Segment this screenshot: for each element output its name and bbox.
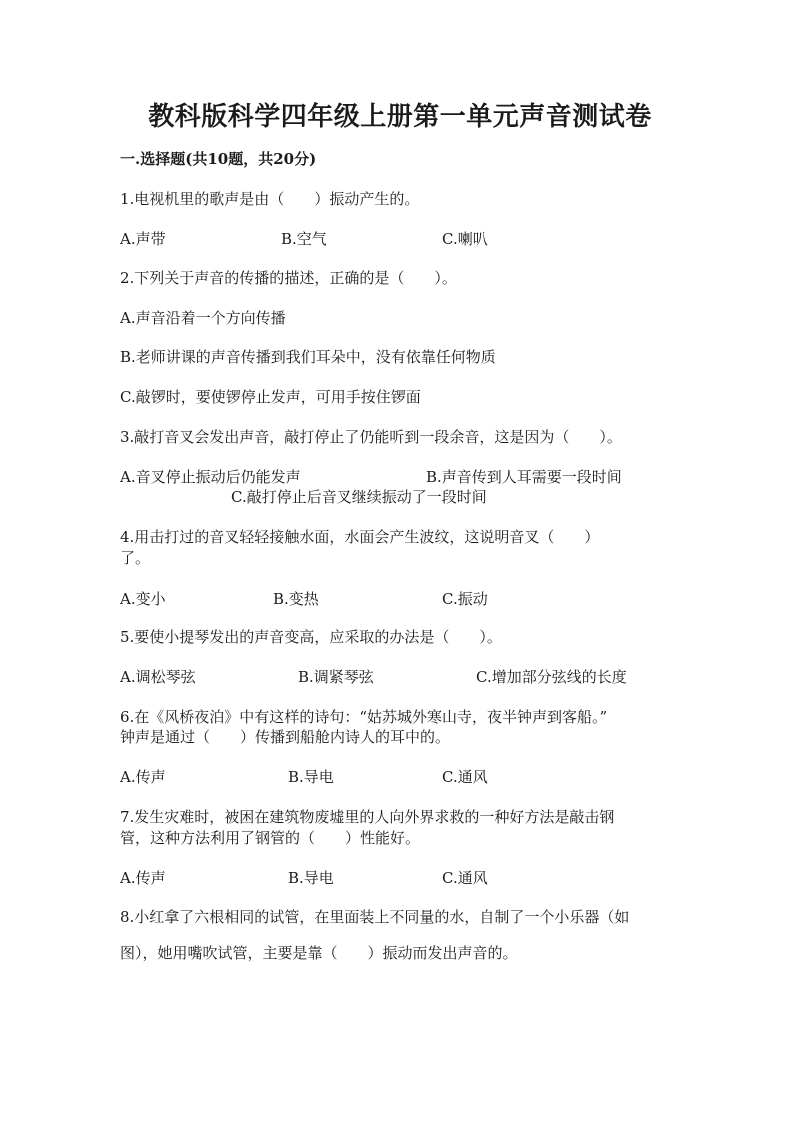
option-b: B.导电 [288,768,334,786]
option-a: A.声音沿着一个方向传播 [120,309,286,327]
question-stem-continued: 管，这种方法利用了钢管的（ ）性能好。 [120,829,421,847]
option-c: C.敲锣时，要使锣停止发声，可用手按住锣面 [120,388,421,406]
option-c: C.通风 [442,869,488,887]
option-c: C.增加部分弦线的长度 [476,668,627,686]
question-stem: 6.在《风桥夜泊》中有这样的诗句：“姑苏城外寒山寺，夜半钟声到客船。” [120,708,608,726]
question-stem: 2.下列关于声音的传播的描述，正确的是（ ）。 [120,269,457,287]
question-stem-continued: 了。 [120,549,151,567]
option-b: B.导电 [288,869,334,887]
option-c: C.喇叭 [442,230,488,248]
option-a: A.变小 [120,590,166,608]
option-a: A.传声 [120,768,166,786]
option-c: C.敲打停止后音叉继续振动了一段时间 [231,488,487,506]
option-a: A.传声 [120,869,166,887]
option-b: B.调紧琴弦 [298,668,374,686]
question-stem: 8.小红拿了六根相同的试管，在里面装上不同量的水，自制了一个小乐器（如 [120,908,630,926]
option-c: C.振动 [442,590,488,608]
question-stem: 4.用击打过的音叉轻轻接触水面，水面会产生波纹，这说明音叉（ ） [120,528,600,546]
option-a: A.声带 [120,230,166,248]
option-b: B.老师讲课的声音传播到我们耳朵中，没有依靠任何物质 [120,348,496,366]
option-c: C.通风 [442,768,488,786]
question-stem: 1.电视机里的歌声是由（ ）振动产生的。 [120,190,420,208]
option-b: B.空气 [281,230,327,248]
option-a: A.调松琴弦 [120,668,196,686]
option-b: B.变热 [273,590,319,608]
option-a: A.音叉停止振动后仍能发声 [120,468,301,486]
option-b: B.声音传到人耳需要一段时间 [426,468,622,486]
question-stem: 7.发生灾难时，被困在建筑物废墟里的人向外界求救的一种好方法是敲击钢 [120,808,615,826]
section-heading: 一.选择题(共10题，共20分) [120,150,317,168]
question-stem-continued: 图），她用嘴吹试管，主要是靠（ ）振动而发出声音的。 [120,944,518,962]
question-stem: 3.敲打音叉会发出声音，敲打停止了仍能听到一段余音，这是因为（ ）。 [120,428,622,446]
question-stem: 5.要使小提琴发出的声音变高，应采取的办法是（ ）。 [120,628,502,646]
page-title: 教科版科学四年级上册第一单元声音测试卷 [148,102,652,132]
question-stem-continued: 钟声是通过（ ）传播到船舱内诗人的耳中的。 [120,728,451,746]
